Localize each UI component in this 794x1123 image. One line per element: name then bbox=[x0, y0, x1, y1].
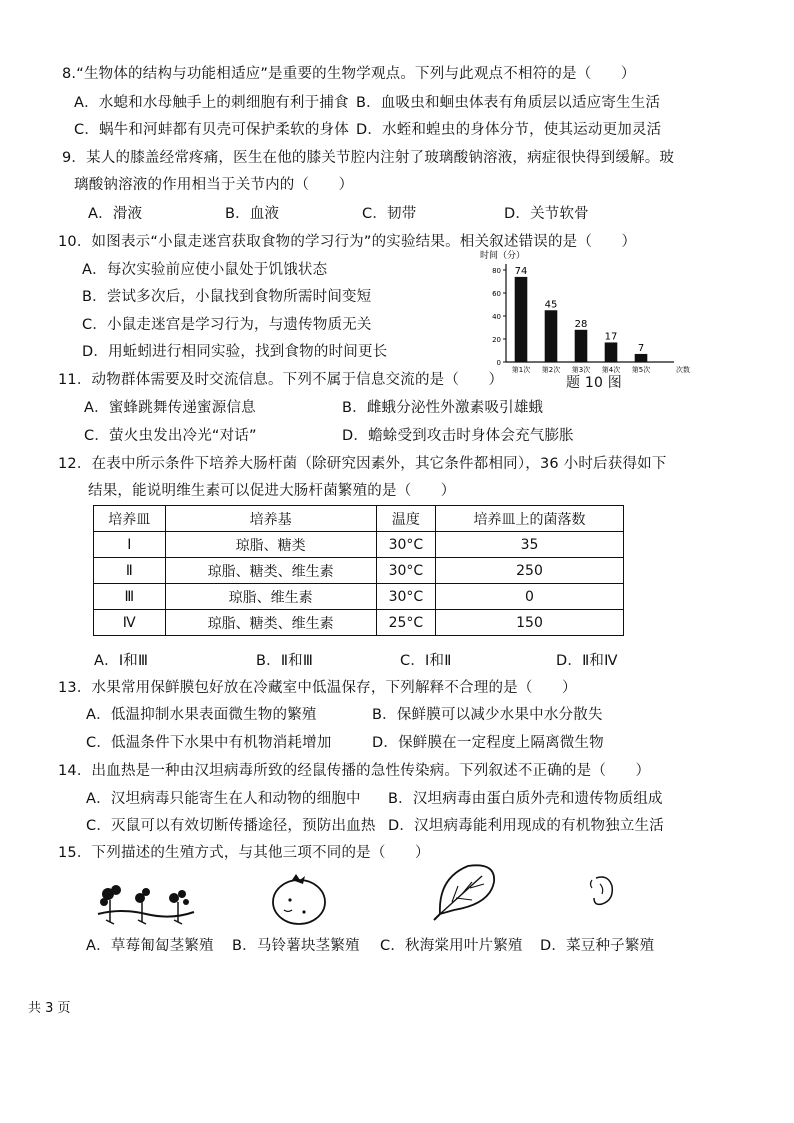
table-cell: Ⅰ bbox=[94, 532, 166, 558]
q11-stem: 11．动物群体需要及时交流信息。下列不属于信息交流的是（ ） bbox=[58, 372, 504, 388]
bar-value-label: 74 bbox=[514, 265, 528, 277]
q8-option-d: D．水蛭和蝗虫的身体分节，使其运动更加灵活 bbox=[356, 122, 662, 138]
q12-option-c: C．Ⅰ和Ⅱ bbox=[400, 653, 452, 669]
y-tick-label: 20 bbox=[492, 336, 501, 344]
q14-option-c: C．灭鼠可以有效切断传播途径，预防出血热 bbox=[86, 818, 376, 834]
table-cell: Ⅲ bbox=[94, 584, 166, 610]
bar-value-label: 28 bbox=[574, 318, 588, 330]
q9-stem-line2: 璃酸钠溶液的作用相当于关节内的（ ） bbox=[74, 177, 354, 193]
culture-table bbox=[93, 505, 624, 636]
q9-option-a: A．滑液 bbox=[88, 206, 143, 222]
chart-caption: 题 10 图 bbox=[566, 375, 622, 391]
q14-stem: 14．出血热是一种由汉坦病毒所致的经鼠传播的急性传染病。下列叙述不正确的是（ ） bbox=[58, 763, 651, 779]
bar bbox=[545, 310, 558, 362]
x-tick-label: 第1次 bbox=[511, 366, 531, 374]
q9-stem-line1: 9．某人的膝盖经常疼痛，医生在他的膝关节腔内注射了玻璃酸钠溶液，病症很快得到缓解。玻 bbox=[62, 150, 675, 166]
table-cell: 25°C bbox=[376, 610, 435, 636]
table-cell: Ⅱ bbox=[94, 558, 166, 584]
q10-stem: 10．如图表示“小鼠走迷宫获取食物的学习行为”的实验结果。相关叙述错误的是（ ） bbox=[58, 234, 637, 250]
table-cell: 150 bbox=[436, 610, 624, 636]
table-header: 温度 bbox=[376, 506, 435, 532]
table-header: 培养基 bbox=[165, 506, 376, 532]
q14-option-d: D．汉坦病毒能利用现成的有机物独立生活 bbox=[388, 818, 664, 834]
bar bbox=[515, 277, 528, 362]
y-tick-label: 80 bbox=[492, 267, 501, 275]
q12-option-a: A．Ⅰ和Ⅲ bbox=[94, 653, 149, 669]
y-tick-label: 60 bbox=[492, 290, 501, 298]
q15-option-c: C．秋海棠用叶片繁殖 bbox=[380, 938, 523, 954]
x-axis-label: 次数 bbox=[676, 366, 690, 374]
table-cell: 琼脂、糖类、维生素 bbox=[165, 610, 376, 636]
table-header: 培养皿 bbox=[94, 506, 166, 532]
table-cell: 30°C bbox=[376, 584, 435, 610]
bar bbox=[605, 342, 618, 362]
q15-stem: 15．下列描述的生殖方式，与其他三项不同的是（ ） bbox=[58, 845, 430, 861]
potato-tuber-illustration bbox=[268, 870, 330, 928]
page-footer: 共 3 页 bbox=[28, 1001, 71, 1016]
table-cell: 琼脂、维生素 bbox=[165, 584, 376, 610]
q8-stem: 8.“生物体的结构与功能相适应”是重要的生物学观点。下列与此观点不相符的是（ ） bbox=[62, 66, 636, 82]
table-header: 培养皿上的菌落数 bbox=[436, 506, 624, 532]
q13-stem: 13．水果常用保鲜膜包好放在冷藏室中低温保存，下列解释不合理的是（ ） bbox=[58, 680, 577, 696]
table-row bbox=[94, 584, 624, 610]
q11-option-b: B．雌蛾分泌性外激素吸引雄蛾 bbox=[342, 400, 544, 416]
x-tick-label: 第4次 bbox=[601, 366, 621, 374]
bar bbox=[575, 330, 588, 362]
q11-option-a: A．蜜蜂跳舞传递蜜源信息 bbox=[84, 400, 256, 416]
q14-option-b: B．汉坦病毒由蛋白质外壳和遗传物质组成 bbox=[388, 791, 663, 807]
q9-option-b: B．血液 bbox=[225, 206, 280, 222]
bar-value-label: 7 bbox=[637, 342, 645, 354]
q9-option-d: D．关节软骨 bbox=[504, 206, 589, 222]
table-cell: 30°C bbox=[376, 558, 435, 584]
q15-option-a: A．草莓匍匐茎繁殖 bbox=[86, 938, 214, 954]
table-row bbox=[94, 532, 624, 558]
q11-option-c: C．萤火虫发出冷光“对话” bbox=[84, 428, 257, 444]
q10-option-c: C．小鼠走迷宫是学习行为，与遗传物质无关 bbox=[82, 317, 372, 333]
q8-option-c: C．蜗牛和河蚌都有贝壳可保护柔软的身体 bbox=[74, 122, 349, 138]
table-cell: 琼脂、糖类 bbox=[165, 532, 376, 558]
q14-option-a: A．汉坦病毒只能寄生在人和动物的细胞中 bbox=[86, 791, 361, 807]
bean-seed-illustration bbox=[586, 872, 620, 910]
q12-option-b: B．Ⅱ和Ⅲ bbox=[256, 653, 314, 669]
strawberry-runner-illustration bbox=[96, 878, 196, 926]
q8-option-a: A．水螅和水母触手上的刺细胞有利于捕食 bbox=[74, 95, 349, 111]
q13-option-c: C．低温条件下水果中有机物消耗增加 bbox=[86, 735, 332, 751]
q10-option-d: D．用蚯蚓进行相同实验，找到食物的时间更长 bbox=[82, 344, 388, 360]
x-tick-label: 第3次 bbox=[571, 366, 591, 374]
q10-option-b: B．尝试多次后，小鼠找到食物所需时间变短 bbox=[82, 289, 372, 305]
q8-option-b: B．血吸虫和蛔虫体表有角质层以适应寄生生活 bbox=[356, 95, 661, 111]
table-cell: 250 bbox=[436, 558, 624, 584]
q15-option-b: B．马铃薯块茎繁殖 bbox=[232, 938, 360, 954]
q12-stem-line1: 12．在表中所示条件下培养大肠杆菌（除研究因素外，其它条件都相同），36 小时后获得如下 bbox=[58, 456, 667, 472]
q13-option-b: B．保鲜膜可以减少水果中水分散失 bbox=[372, 707, 603, 723]
y-tick-label: 40 bbox=[492, 313, 501, 321]
q10-bar-chart bbox=[478, 250, 688, 380]
x-tick-label: 第2次 bbox=[541, 366, 561, 374]
table-row bbox=[94, 558, 624, 584]
table-cell: 30°C bbox=[376, 532, 435, 558]
table-cell: Ⅳ bbox=[94, 610, 166, 636]
y-axis-label: 时间（分） bbox=[480, 251, 526, 261]
q13-option-a: A．低温抑制水果表面微生物的繁殖 bbox=[86, 707, 317, 723]
table-header-row bbox=[94, 506, 624, 532]
y-tick-label: 0 bbox=[496, 359, 501, 367]
q10-option-a: A．每次实验前应使小鼠处于饥饿状态 bbox=[82, 262, 328, 278]
q12-option-d: D．Ⅱ和Ⅳ bbox=[556, 653, 618, 669]
begonia-leaf-illustration bbox=[432, 858, 502, 922]
x-tick-label: 第5次 bbox=[631, 366, 651, 374]
bar-value-label: 17 bbox=[604, 331, 618, 343]
q13-option-d: D．保鲜膜在一定程度上隔离微生物 bbox=[372, 735, 604, 751]
q9-option-c: C．韧带 bbox=[362, 206, 417, 222]
table-cell: 0 bbox=[436, 584, 624, 610]
bar-value-label: 45 bbox=[544, 299, 558, 311]
q15-option-d: D．菜豆种子繁殖 bbox=[540, 938, 655, 954]
table-cell: 琼脂、糖类、维生素 bbox=[165, 558, 376, 584]
bar bbox=[635, 354, 648, 362]
q12-stem-line2: 结果，能说明维生素可以促进大肠杆菌繁殖的是（ ） bbox=[88, 483, 456, 499]
q11-option-d: D．蟾蜍受到攻击时身体会充气膨胀 bbox=[342, 428, 574, 444]
table-row bbox=[94, 610, 624, 636]
table-cell: 35 bbox=[436, 532, 624, 558]
